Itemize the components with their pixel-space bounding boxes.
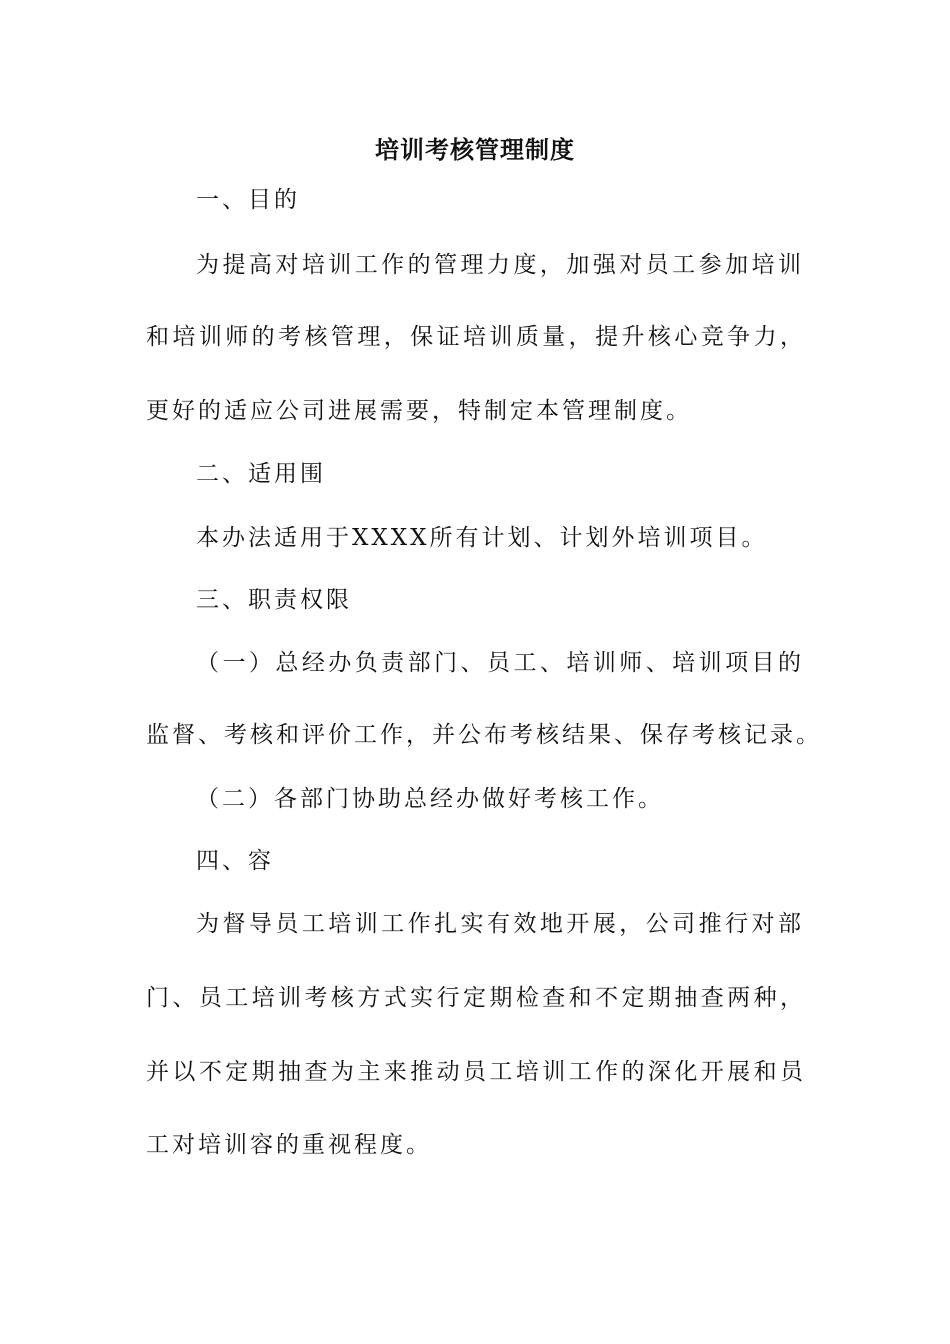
paragraph-line: 和培训师的考核管理，保证培训质量，提升核心竞争力， (146, 324, 806, 350)
paragraph-line: （二）各部门协助总经办做好考核工作。 (196, 786, 664, 812)
paragraph-line: 工对培训容的重视程度。 (146, 1132, 432, 1158)
section-heading-purpose: 一、目的 (196, 187, 300, 213)
paragraph-line: 监督、考核和评价工作，并公布考核结果、保存考核记录。 (146, 722, 822, 748)
paragraph-line: （一）总经办负责部门、员工、培训师、培训项目的 (196, 650, 804, 676)
section-heading-scope: 二、适用围 (196, 461, 326, 487)
paragraph-line: 为督导员工培训工作扎实有效地开展，公司推行对部 (196, 911, 804, 937)
paragraph-line: 门、员工培训考核方式实行定期检查和不定期抽查两种， (146, 985, 806, 1011)
paragraph-line: 更好的适应公司进展需要，特制定本管理制度。 (146, 398, 692, 424)
section-heading-content: 四、容 (196, 848, 274, 874)
document-title: 培训考核管理制度 (375, 135, 575, 164)
paragraph-line: 并以不定期抽查为主来推动员工培训工作的深化开展和员 (146, 1059, 806, 1085)
paragraph-line: 为提高对培训工作的管理力度，加强对员工参加培训 (196, 252, 804, 278)
paragraph-line: 本办法适用于XXXX所有计划、计划外培训项目。 (196, 525, 768, 551)
section-heading-responsibilities: 三、职责权限 (196, 587, 352, 613)
